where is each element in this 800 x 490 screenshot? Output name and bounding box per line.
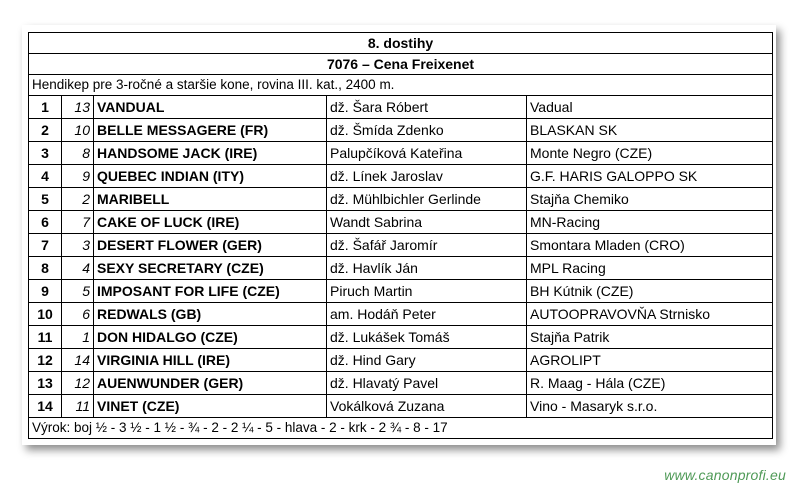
race-description-row [29, 75, 773, 96]
table-row [29, 142, 773, 165]
place-cell: 4 [29, 165, 62, 188]
place-cell: 3 [29, 142, 62, 165]
stall-number-cell: 10 [62, 119, 94, 142]
watermark: www.canonprofi.eu [664, 467, 786, 483]
table-row [29, 119, 773, 142]
horse-name-cell: QUEBEC INDIAN (ITY) [94, 165, 327, 188]
horse-name-cell: MARIBELL [94, 188, 327, 211]
place-cell: 9 [29, 280, 62, 303]
table-row [29, 234, 773, 257]
owner-cell: Vino - Masaryk s.r.o. [527, 395, 773, 418]
horse-name-cell: BELLE MESSAGERE (FR) [94, 119, 327, 142]
stall-number-cell: 11 [62, 395, 94, 418]
stall-number-cell: 14 [62, 349, 94, 372]
owner-cell: BLASKAN SK [527, 119, 773, 142]
horse-name-cell: REDWALS (GB) [94, 303, 327, 326]
place-cell: 6 [29, 211, 62, 234]
jockey-cell: dž. Šmída Zdenko [327, 119, 527, 142]
horse-name-cell: VINET (CZE) [94, 395, 327, 418]
horse-name-cell: DESERT FLOWER (GER) [94, 234, 327, 257]
stall-number-cell: 9 [62, 165, 94, 188]
race-title-row [29, 33, 773, 54]
place-cell: 13 [29, 372, 62, 395]
stall-number-cell: 13 [62, 96, 94, 119]
jockey-cell: dž. Lukášek Tomáš [327, 326, 527, 349]
stall-number-cell: 2 [62, 188, 94, 211]
owner-cell: AGROLIPT [527, 349, 773, 372]
table-row [29, 211, 773, 234]
jockey-cell: Palupčíková Kateřina [327, 142, 527, 165]
horse-name-cell: DON HIDALGO (CZE) [94, 326, 327, 349]
owner-cell: Smontara Mladen (CRO) [527, 234, 773, 257]
horse-name-cell: CAKE OF LUCK (IRE) [94, 211, 327, 234]
jockey-cell: Vokálková Zuzana [327, 395, 527, 418]
stall-number-cell: 12 [62, 372, 94, 395]
jockey-cell: dž. Šafář Jaromír [327, 234, 527, 257]
stall-number-cell: 6 [62, 303, 94, 326]
stall-number-cell: 4 [62, 257, 94, 280]
owner-cell: MPL Racing [527, 257, 773, 280]
jockey-cell: dž. Hind Gary [327, 349, 527, 372]
place-cell: 2 [29, 119, 62, 142]
place-cell: 8 [29, 257, 62, 280]
table-row [29, 395, 773, 418]
table-row [29, 257, 773, 280]
table-row [29, 280, 773, 303]
race-description: Hendikep pre 3-ročné a staršie kone, rovina III. kat., 2400 m. [29, 75, 773, 96]
jockey-cell: dž. Šara Róbert [327, 96, 527, 119]
table-row [29, 188, 773, 211]
table-row [29, 165, 773, 188]
horse-name-cell: HANDSOME JACK (IRE) [94, 142, 327, 165]
jockey-cell: dž. Havlík Ján [327, 257, 527, 280]
stall-number-cell: 5 [62, 280, 94, 303]
race-name-row [29, 54, 773, 75]
place-cell: 5 [29, 188, 62, 211]
owner-cell: Vadual [527, 96, 773, 119]
race-results-table [28, 32, 773, 439]
owner-cell: R. Maag - Hála (CZE) [527, 372, 773, 395]
stall-number-cell: 8 [62, 142, 94, 165]
stall-number-cell: 1 [62, 326, 94, 349]
place-cell: 11 [29, 326, 62, 349]
jockey-cell: Piruch Martin [327, 280, 527, 303]
race-name: 7076 – Cena Freixenet [29, 54, 773, 75]
place-cell: 14 [29, 395, 62, 418]
jockey-cell: dž. Hlavatý Pavel [327, 372, 527, 395]
horse-name-cell: IMPOSANT FOR LIFE (CZE) [94, 280, 327, 303]
table-row [29, 96, 773, 119]
horse-name-cell: VIRGINIA HILL (IRE) [94, 349, 327, 372]
jockey-cell: Wandt Sabrina [327, 211, 527, 234]
race-title: 8. dostihy [29, 33, 773, 54]
table-row [29, 326, 773, 349]
table-row [29, 372, 773, 395]
table-row [29, 349, 773, 372]
owner-cell: Stajňa Chemiko [527, 188, 773, 211]
horse-name-cell: SEXY SECRETARY (CZE) [94, 257, 327, 280]
owner-cell: Stajňa Patrik [527, 326, 773, 349]
place-cell: 7 [29, 234, 62, 257]
table-row [29, 303, 773, 326]
owner-cell: Monte Negro (CZE) [527, 142, 773, 165]
jockey-cell: dž. Mühlbichler Gerlinde [327, 188, 527, 211]
stall-number-cell: 3 [62, 234, 94, 257]
stall-number-cell: 7 [62, 211, 94, 234]
owner-cell: BH Kútnik (CZE) [527, 280, 773, 303]
race-result-row [29, 418, 773, 439]
owner-cell: AUTOOPRAVOVŇA Strnisko [527, 303, 773, 326]
place-cell: 1 [29, 96, 62, 119]
owner-cell: G.F. HARIS GALOPPO SK [527, 165, 773, 188]
place-cell: 10 [29, 303, 62, 326]
horse-name-cell: AUENWUNDER (GER) [94, 372, 327, 395]
place-cell: 12 [29, 349, 62, 372]
jockey-cell: dž. Línek Jaroslav [327, 165, 527, 188]
jockey-cell: am. Hodáň Peter [327, 303, 527, 326]
owner-cell: MN-Racing [527, 211, 773, 234]
horse-name-cell: VANDUAL [94, 96, 327, 119]
race-result-margins: Výrok: boj ½ - 3 ½ - 1 ½ - ¾ - 2 - 2 ¼ - 5 - hlava - 2 - krk - 2 ¾ - 8 - 17 [29, 418, 773, 439]
